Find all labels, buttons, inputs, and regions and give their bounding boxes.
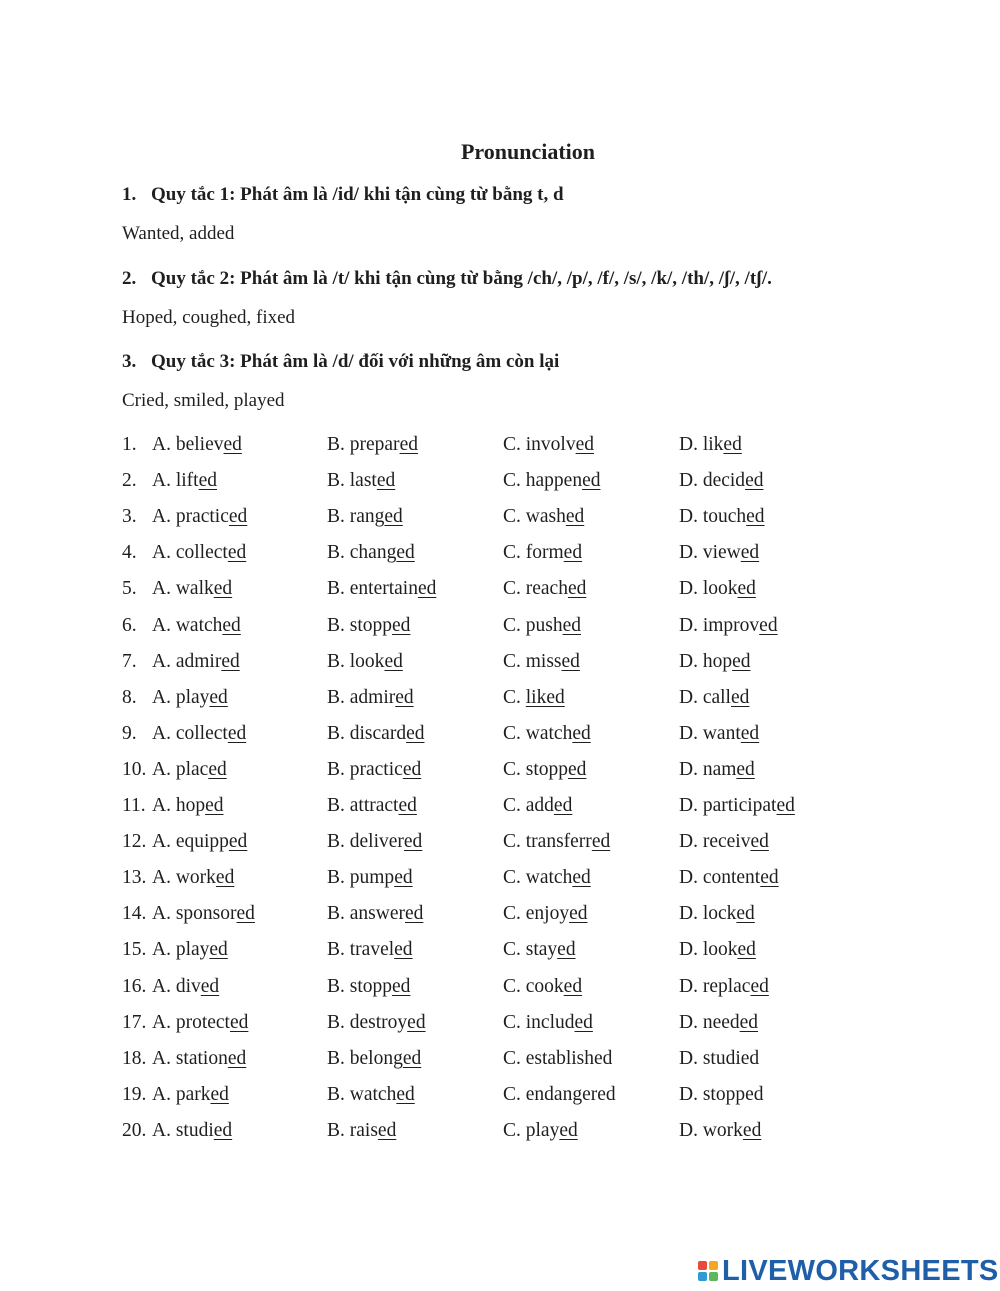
option-text: A. station (152, 1047, 228, 1069)
underlined-ending: ed (737, 939, 756, 961)
answer-option-b[interactable] (327, 651, 403, 673)
answer-option-c[interactable] (503, 795, 572, 817)
answer-option-a[interactable] (152, 867, 234, 889)
option-text: D. stopped (679, 1083, 764, 1105)
option-text: B. rais (327, 1119, 378, 1141)
question-number: 6. (122, 614, 137, 636)
option-text: B. travel (327, 939, 395, 961)
option-text: B. stopp (327, 614, 393, 636)
option-text: A. div (152, 975, 201, 997)
answer-option-d[interactable] (679, 615, 778, 637)
option-text: A. studi (152, 1119, 214, 1141)
underlined-ending: ed (407, 1011, 426, 1033)
underlined-ending: ed (392, 614, 411, 636)
answer-option-a[interactable] (152, 1012, 248, 1034)
underlined-ending: ed (396, 542, 415, 564)
answer-option-b[interactable] (327, 795, 417, 817)
option-text: D. improv (679, 614, 760, 636)
question-number: 17. (122, 1011, 147, 1033)
rule-1-example: Wanted, added (122, 223, 235, 244)
question-number: 14. (122, 903, 147, 925)
underlined-ending: ed (740, 542, 760, 564)
answer-option-b[interactable] (327, 578, 436, 600)
option-text: D. studied (679, 1047, 760, 1069)
answer-option-a[interactable] (152, 759, 227, 781)
option-text: B. watch (327, 1083, 397, 1105)
option-text: C. watch (503, 722, 573, 744)
logo-block (709, 1261, 718, 1270)
question-number: 18. (122, 1047, 147, 1069)
logo-text: LIVEWORKSHEETS (722, 1254, 999, 1287)
option-text: D. need (679, 1011, 740, 1033)
answer-option-b[interactable] (327, 1084, 415, 1106)
answer-option-c[interactable] (503, 831, 610, 853)
option-text: B. prepar (327, 434, 400, 455)
answer-option-b[interactable] (327, 1048, 421, 1070)
underlined-ending: ed (236, 903, 255, 925)
underlined-ending: ed (737, 578, 756, 600)
option-text: C. transferr (503, 831, 592, 853)
answer-option-d[interactable] (679, 759, 755, 781)
answer-option-a[interactable] (152, 542, 246, 564)
underlined-ending: ed (398, 795, 417, 816)
underlined-ending: ed (740, 722, 760, 744)
answer-option-a[interactable] (152, 687, 228, 709)
answer-option-b[interactable] (327, 615, 410, 637)
logo-block (698, 1272, 707, 1281)
rule-3-example: Cried, smiled, played (122, 390, 285, 411)
answer-option-a[interactable] (152, 1120, 232, 1142)
answer-option-a[interactable] (152, 651, 240, 673)
answer-option-a[interactable] (152, 976, 219, 998)
page-title: Pronunciation (460, 139, 596, 164)
underlined-ending: ed (776, 795, 795, 816)
underlined-ending: ed (227, 1047, 247, 1069)
option-text: D. nam (679, 758, 737, 780)
underlined-ending: ed (562, 614, 582, 636)
underlined-ending: ed (229, 1011, 249, 1033)
answer-option-c[interactable] (503, 939, 576, 961)
underlined-ending: ed (200, 975, 220, 997)
answer-option-d[interactable] (679, 542, 759, 564)
answer-option-a[interactable] (152, 578, 232, 600)
question-number: 8. (122, 686, 137, 708)
answer-option-a[interactable] (152, 434, 242, 456)
underlined-ending: ed (404, 903, 424, 925)
answer-option-c[interactable] (503, 470, 600, 492)
underlined-ending: ed (209, 686, 228, 708)
underlined-ending: ed (760, 867, 779, 889)
answer-option-c[interactable] (503, 723, 591, 745)
option-text: A. plac (152, 758, 209, 780)
rule-text: Quy tắc 1: Phát âm là /id/ khi tận cùng từ bằng t, d (151, 184, 564, 205)
option-text: B. practic (327, 758, 403, 780)
answer-option-a[interactable] (152, 1048, 246, 1070)
option-text: A. park (152, 1083, 211, 1105)
underlined-ending: ed (222, 614, 241, 636)
answer-option-c[interactable] (503, 1084, 616, 1106)
option-text: D. lock (679, 903, 737, 925)
question-number: 4. (122, 542, 137, 564)
answer-option-b[interactable] (327, 759, 421, 781)
option-text: C. miss (503, 650, 562, 672)
answer-option-c[interactable] (503, 542, 582, 564)
answer-option-d[interactable] (679, 867, 779, 889)
option-text: A. practic (152, 506, 229, 528)
option-text: D. look (679, 939, 738, 961)
option-text: D. content (679, 867, 761, 889)
option-text: A. play (152, 686, 210, 708)
option-text: C. watch (503, 867, 573, 889)
answer-option-d[interactable] (679, 831, 769, 853)
question-number: 9. (122, 722, 137, 744)
underlined-ending: ed (215, 867, 235, 889)
option-text: B. chang (327, 542, 397, 564)
option-text: A. walk (152, 578, 214, 600)
question-number: 2. (122, 470, 137, 492)
underlined-ending: ed (730, 686, 750, 708)
underlined-ending: ed (575, 434, 594, 455)
underlined-ending: ed (572, 722, 591, 744)
underlined-ending: ed (399, 434, 418, 455)
underlined-ending: ed (392, 975, 411, 997)
question-number: 5. (122, 578, 137, 600)
question-number: 13. (122, 867, 147, 889)
option-text: C. push (503, 614, 563, 636)
answer-option-c[interactable] (503, 434, 594, 456)
option-text: A. watch (152, 614, 223, 636)
option-text: D. want (679, 722, 741, 744)
answer-option-a[interactable] (152, 506, 247, 528)
underlined-ending: ed (198, 470, 217, 492)
answer-option-c[interactable] (503, 759, 586, 781)
underlined-ending: liked (525, 686, 565, 708)
option-text: B. pump (327, 867, 395, 889)
answer-option-d[interactable] (679, 470, 763, 492)
option-text: B. belong (327, 1047, 403, 1069)
answer-option-c[interactable] (503, 1048, 612, 1070)
underlined-ending: ed (736, 903, 755, 925)
answer-option-d[interactable] (679, 795, 795, 817)
answer-option-b[interactable] (327, 687, 414, 709)
underlined-ending: ed (568, 758, 587, 780)
answer-option-c[interactable] (503, 651, 580, 673)
underlined-ending: ed (221, 650, 240, 672)
question-number: 11. (122, 795, 146, 816)
underlined-ending: ed (563, 975, 583, 997)
option-text: A. protect (152, 1011, 230, 1033)
rule-2-heading (122, 268, 772, 290)
answer-option-a[interactable] (152, 1084, 229, 1106)
option-text: A. believ (152, 434, 224, 455)
answer-option-d[interactable] (679, 506, 765, 528)
rule-number: 1. (122, 184, 137, 205)
answer-option-b[interactable] (327, 903, 423, 925)
underlined-ending: ed (591, 831, 611, 853)
option-text: A. work (152, 867, 216, 889)
answer-option-b[interactable] (327, 867, 413, 889)
underlined-ending: ed (376, 470, 396, 492)
option-text: D. work (679, 1119, 743, 1141)
rule-number: 3. (122, 351, 137, 372)
underlined-ending: ed (384, 506, 403, 528)
answer-option-d[interactable] (679, 939, 756, 961)
question-number: 3. (122, 506, 137, 528)
underlined-ending: ed (745, 470, 764, 492)
underlined-ending: ed (732, 650, 751, 672)
option-text: D. lik (679, 434, 724, 455)
option-text: C. reach (503, 578, 568, 600)
option-text: D. decid (679, 470, 746, 492)
rule-number: 2. (122, 268, 137, 289)
answer-option-d[interactable] (679, 976, 769, 998)
option-text: B. rang (327, 506, 385, 528)
answer-option-d[interactable] (679, 1084, 764, 1106)
option-text: C. wash (503, 506, 566, 528)
question-number: 10. (122, 758, 147, 780)
underlined-ending: ed (723, 434, 742, 455)
answer-option-a[interactable] (152, 615, 241, 637)
underlined-ending: ed (574, 1011, 593, 1033)
option-text: A. admir (152, 650, 222, 672)
answer-option-d[interactable] (679, 903, 755, 925)
answer-option-c[interactable] (503, 687, 565, 709)
answer-option-b[interactable] (327, 723, 424, 745)
option-text: C. cook (503, 975, 564, 997)
underlined-ending: ed (394, 867, 413, 889)
underlined-ending: ed (227, 722, 247, 744)
option-text: D. look (679, 578, 738, 600)
underlined-ending: ed (417, 578, 437, 600)
option-text: B. last (327, 470, 377, 492)
option-text: C. stay (503, 939, 558, 961)
option-text: D. call (679, 686, 731, 708)
option-text: B. answer (327, 903, 405, 925)
question-number: 7. (122, 650, 137, 672)
underlined-ending: ed (209, 939, 228, 961)
answer-option-b[interactable] (327, 976, 410, 998)
answer-option-a[interactable] (152, 903, 255, 925)
answer-option-a[interactable] (152, 939, 228, 961)
option-text: B. admir (327, 686, 396, 708)
underlined-ending: ed (213, 578, 233, 600)
underlined-ending: ed (395, 686, 414, 708)
option-text: A. play (152, 939, 210, 961)
logo-block (698, 1261, 707, 1270)
underlined-ending: ed (396, 1083, 415, 1105)
underlined-ending: ed (563, 542, 583, 564)
underlined-ending: ed (561, 650, 580, 672)
option-text: C. play (503, 1119, 560, 1141)
answer-option-c[interactable] (503, 1012, 593, 1034)
option-text: C. includ (503, 1011, 575, 1033)
option-text: B. deliver (327, 831, 404, 853)
underlined-ending: ed (227, 542, 247, 564)
option-text: C. (503, 686, 526, 708)
underlined-ending: ed (210, 1083, 229, 1105)
option-text: A. collect (152, 542, 228, 564)
question-number: 15. (122, 939, 147, 961)
answer-option-d[interactable] (679, 1120, 761, 1142)
underlined-ending: ed (208, 758, 227, 780)
answer-option-b[interactable] (327, 1120, 396, 1142)
underlined-ending: ed (402, 1047, 422, 1069)
answer-option-a[interactable] (152, 470, 217, 492)
underlined-ending: ed (223, 434, 242, 455)
option-text: B. attract (327, 795, 399, 816)
question-number: 12. (122, 831, 147, 853)
answer-option-b[interactable] (327, 542, 415, 564)
option-text: B. entertain (327, 578, 418, 600)
underlined-ending: ed (228, 506, 248, 528)
underlined-ending: ed (739, 1011, 759, 1033)
underlined-ending: ed (759, 614, 778, 636)
underlined-ending: ed (569, 903, 588, 925)
question-number: 1. (122, 434, 137, 455)
underlined-ending: ed (403, 831, 423, 853)
option-text: C. add (503, 795, 554, 816)
option-text: D. view (679, 542, 741, 564)
option-text: D. receiv (679, 831, 751, 853)
option-text: C. form (503, 542, 564, 564)
question-number: 19. (122, 1083, 147, 1105)
underlined-ending: ed (394, 939, 413, 961)
option-text: C. happen (503, 470, 583, 492)
answer-option-c[interactable] (503, 1120, 578, 1142)
underlined-ending: ed (228, 831, 248, 853)
rule-2-example: Hoped, coughed, fixed (122, 307, 296, 328)
underlined-ending: ed (750, 831, 769, 853)
underlined-ending: ed (553, 795, 573, 816)
underlined-ending: ed (559, 1119, 578, 1141)
underlined-ending: ed (557, 939, 576, 961)
answer-option-d[interactable] (679, 687, 749, 709)
underlined-ending: ed (742, 1119, 762, 1141)
answer-option-d[interactable] (679, 1048, 759, 1070)
option-text: B. look (327, 650, 385, 672)
option-text: D. participat (679, 795, 777, 816)
answer-option-c[interactable] (503, 615, 581, 637)
option-text: B. discard (327, 722, 407, 744)
rule-1-heading (122, 184, 564, 206)
underlined-ending: ed (402, 758, 422, 780)
underlined-ending: ed (567, 578, 587, 600)
answer-option-d[interactable] (679, 651, 751, 673)
underlined-ending: ed (565, 506, 585, 528)
answer-option-c[interactable] (503, 578, 586, 600)
option-text: B. destroy (327, 1011, 408, 1033)
underlined-ending: ed (377, 1119, 397, 1141)
option-text: D. hop (679, 650, 733, 672)
answer-option-c[interactable] (503, 903, 588, 925)
answer-option-c[interactable] (503, 867, 591, 889)
answer-option-c[interactable] (503, 976, 582, 998)
answer-option-a[interactable] (152, 831, 247, 853)
answer-option-b[interactable] (327, 470, 395, 492)
underlined-ending: ed (384, 650, 403, 672)
underlined-ending: ed (582, 470, 601, 492)
answer-option-d[interactable] (679, 434, 742, 456)
underlined-ending: ed (746, 506, 765, 528)
answer-option-b[interactable] (327, 1012, 426, 1034)
answer-option-b[interactable] (327, 831, 422, 853)
option-text: C. endangered (503, 1083, 616, 1105)
answer-option-b[interactable] (327, 506, 403, 528)
answer-option-b[interactable] (327, 434, 418, 456)
answer-option-a[interactable] (152, 795, 224, 817)
option-text: A. lift (152, 470, 199, 492)
option-text: A. collect (152, 722, 228, 744)
answer-option-b[interactable] (327, 939, 413, 961)
underlined-ending: ed (213, 1119, 233, 1141)
option-text: D. touch (679, 506, 747, 528)
answer-option-a[interactable] (152, 723, 246, 745)
question-number: 16. (122, 975, 147, 997)
rule-3-heading (122, 351, 559, 373)
option-text: B. stopp (327, 975, 393, 997)
option-text: C. established (503, 1047, 613, 1069)
option-text: C. enjoy (503, 903, 570, 925)
underlined-ending: ed (736, 758, 755, 780)
answer-option-d[interactable] (679, 578, 756, 600)
option-text: D. replac (679, 975, 751, 997)
option-text: A. equipp (152, 831, 229, 853)
logo-blocks-icon (698, 1261, 718, 1281)
option-text: A. sponsor (152, 903, 237, 925)
underlined-ending: ed (406, 722, 425, 744)
answer-option-d[interactable] (679, 723, 759, 745)
option-text: C. involv (503, 434, 576, 455)
option-text: A. hop (152, 795, 206, 816)
underlined-ending: ed (572, 867, 591, 889)
question-number: 20. (122, 1119, 147, 1141)
liveworksheets-logo (698, 1256, 999, 1286)
answer-option-c[interactable] (503, 506, 584, 528)
logo-block (709, 1272, 718, 1281)
underlined-ending: ed (750, 975, 769, 997)
underlined-ending: ed (205, 795, 224, 816)
rule-text: Quy tắc 3: Phát âm là /d/ đối với những âm còn lại (151, 351, 560, 372)
rule-text: Quy tắc 2: Phát âm là /t/ khi tận cùng từ bằng /ch/, /p/, /f/, /s/, /k/, /th/, /ʃ/, /tʃ/. (151, 268, 772, 289)
option-text: C. stopp (503, 758, 569, 780)
answer-option-d[interactable] (679, 1012, 758, 1034)
